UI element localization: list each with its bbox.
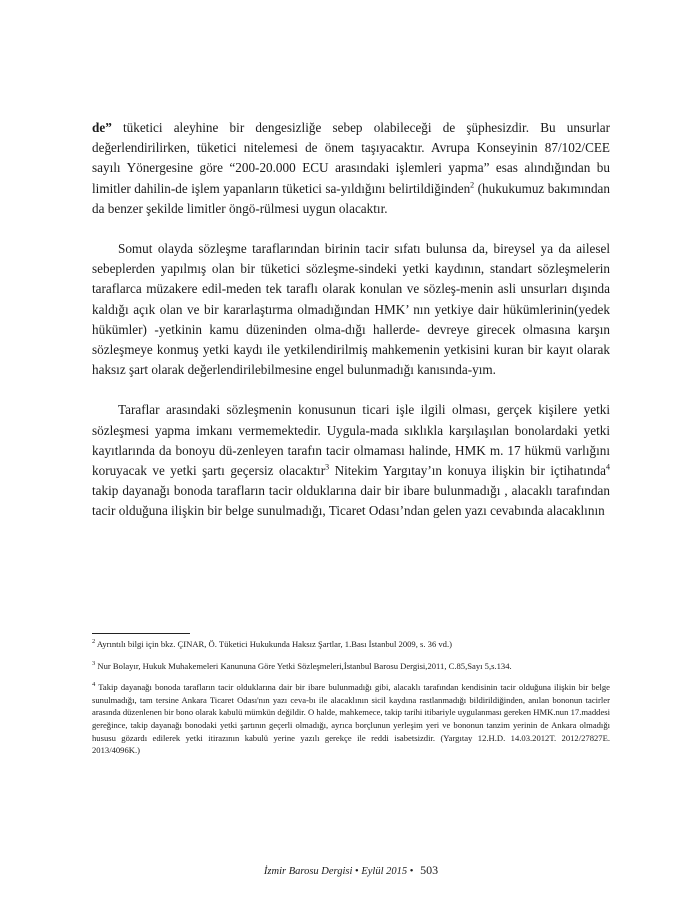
paragraph-1-tail: (hukukumuz bakımından da benzer şekilde limitler öngö-rülmesi uygun olacaktır. [92, 180, 610, 216]
paragraph-3-a: Taraflar arasındaki sözleşmenin konusunun ticari işle ilgili olması, gerçek kişilere yetki sözleşmesi yapma imkanı vermemektedir. Uygula-mada sıklıkla karşılaşılan bonolardaki yetki kayıtlarında da bonoyu dü-zenleyen tarafın tacir olmaması halinde, HMK m. 17 hükmü varlığını koruyacak ve yetki şartı geçersiz olacaktır [92, 402, 610, 479]
footnote-text: Ayrıntılı bilgi için bkz. ÇINAR, Ö. Tüketici Hukukunda Haksız Şartlar, 1.Bası İstanbul 2009, s. 36 vd.) [95, 639, 452, 649]
paragraph-3-c: takip dayanağı bonoda tarafların tacir olduklarına dair bir ibare bulunmadığı , alacaklı tarafından tacir olduğuna ilişkin bir belge sunulmadığı, Ticaret Odası’ndan gelen yazı cevabında alacaklının [92, 483, 610, 519]
footer-separator: • [407, 866, 417, 877]
footnote-ref-2: 2 [470, 180, 475, 190]
footnote-text: Takip dayanağı bonoda tarafların tacir olduklarına dair bir ibare bulunmadığı gibi, alacaklı tarafından kendisinin tacir olduğuna ilişkin bir belge sunulmadığı, tam tersine Ankara Ticaret Odası'nın yazı ceva-bı ile alacaklının sicil kaydına rastlanmadığı bildirildiğinden, anılan bononun tacirler arasında düzenlenen bir bono olarak kabulü mümkün değildir. O halde, mahkemece, takip tarihi itibariyle uygulanması gereken HMK.nun 17.maddesi gereğince, takip dayanağı bonodaki yetki şartının geçerli olmadığı, ayrıca borçlunun yerleşim yeri ve bononun tanzim yerinin de Ankara olmadığı hususu gözardı edilerek yetki itirazının kabulü yerine yazılı gerekçe ile reddi isabetsizdir. (Yargıtay 12.H.D. 14.03.2012T. 2012/27827E. 2013/4096K.) [92, 682, 610, 756]
page-footer [92, 863, 610, 878]
journal-name: İzmir Barosu Dergisi [263, 866, 353, 877]
footnote-3 [92, 660, 610, 673]
footnote-ref-4: 4 [606, 462, 610, 472]
main-text [92, 118, 610, 522]
footnote-text: Nur Bolayır, Hukuk Muhakemeleri Kanununa Göre Yetki Sözleşmeleri,İstanbul Barosu Dergisi,2011, C.85,Sayı 5,s.134. [95, 660, 512, 671]
paragraph-3-b: Nitekim Yargıtay’ın konuya ilişkin bir içtihatında [329, 463, 606, 479]
page-number: 503 [420, 863, 439, 877]
footnotes [92, 638, 610, 766]
paragraph-1-text: tüketici aleyhine bir dengesizliğe sebep olabileceği de şüphesizdir. Bu unsurlar değerlendirilirken, tüketici nitelemesi de önem taşıyacaktır. Avrupa Konseyinin 87/102/CEE sayılı Yönergesine göre “200-20.000 ECU arasındaki işlemleri yapma” esas alındığından bu limitler dahilin-de işlem yapanların tüketici sa-yıldığını belirtildiğinden [92, 120, 610, 196]
footnote-4 [92, 681, 610, 757]
footer-separator: • [352, 866, 362, 877]
paragraph-1 [92, 118, 610, 219]
paragraph-3 [92, 400, 610, 521]
footnote-2 [92, 638, 610, 651]
paragraph-2: Somut olayda sözleşme taraflarından birinin tacir sıfatı bulunsa da, bireysel ya da ailesel sebeplerden yapılmış olan bir tüketici sözleşme-sindeki yetki kaydının, standart sözleşmelerin taraflarca müzakere edil-meden tek taraflı olarak konulan ve sözleş-menin asli unsurları dışında kaldığı açık olan ve bir kararlaştırma olmadığından HMK’ nın yetkiye dair hükümlerinin(yedek hükümler) -yetkinin kamu düzeninden olma-dığı hallerde- devreye girecek olmasına karşın sözleşmeye konmuş yetki kaydı ile yetkilendirilmiş mahkemenin yetkisini kuran bir kayıt olarak haksız şart olarak değerlendirilebilmesine engel bulunmadığı kanısında-yım. [92, 241, 610, 378]
footnote-ref-3: 3 [325, 462, 330, 472]
issue-date: Eylül 2015 [361, 866, 408, 877]
paragraph-1-lead: de” [92, 120, 112, 135]
footnote-number: 4 [92, 681, 96, 689]
footnote-number: 2 [92, 638, 96, 646]
footnote-number: 3 [92, 659, 96, 667]
footnote-divider [92, 633, 190, 634]
